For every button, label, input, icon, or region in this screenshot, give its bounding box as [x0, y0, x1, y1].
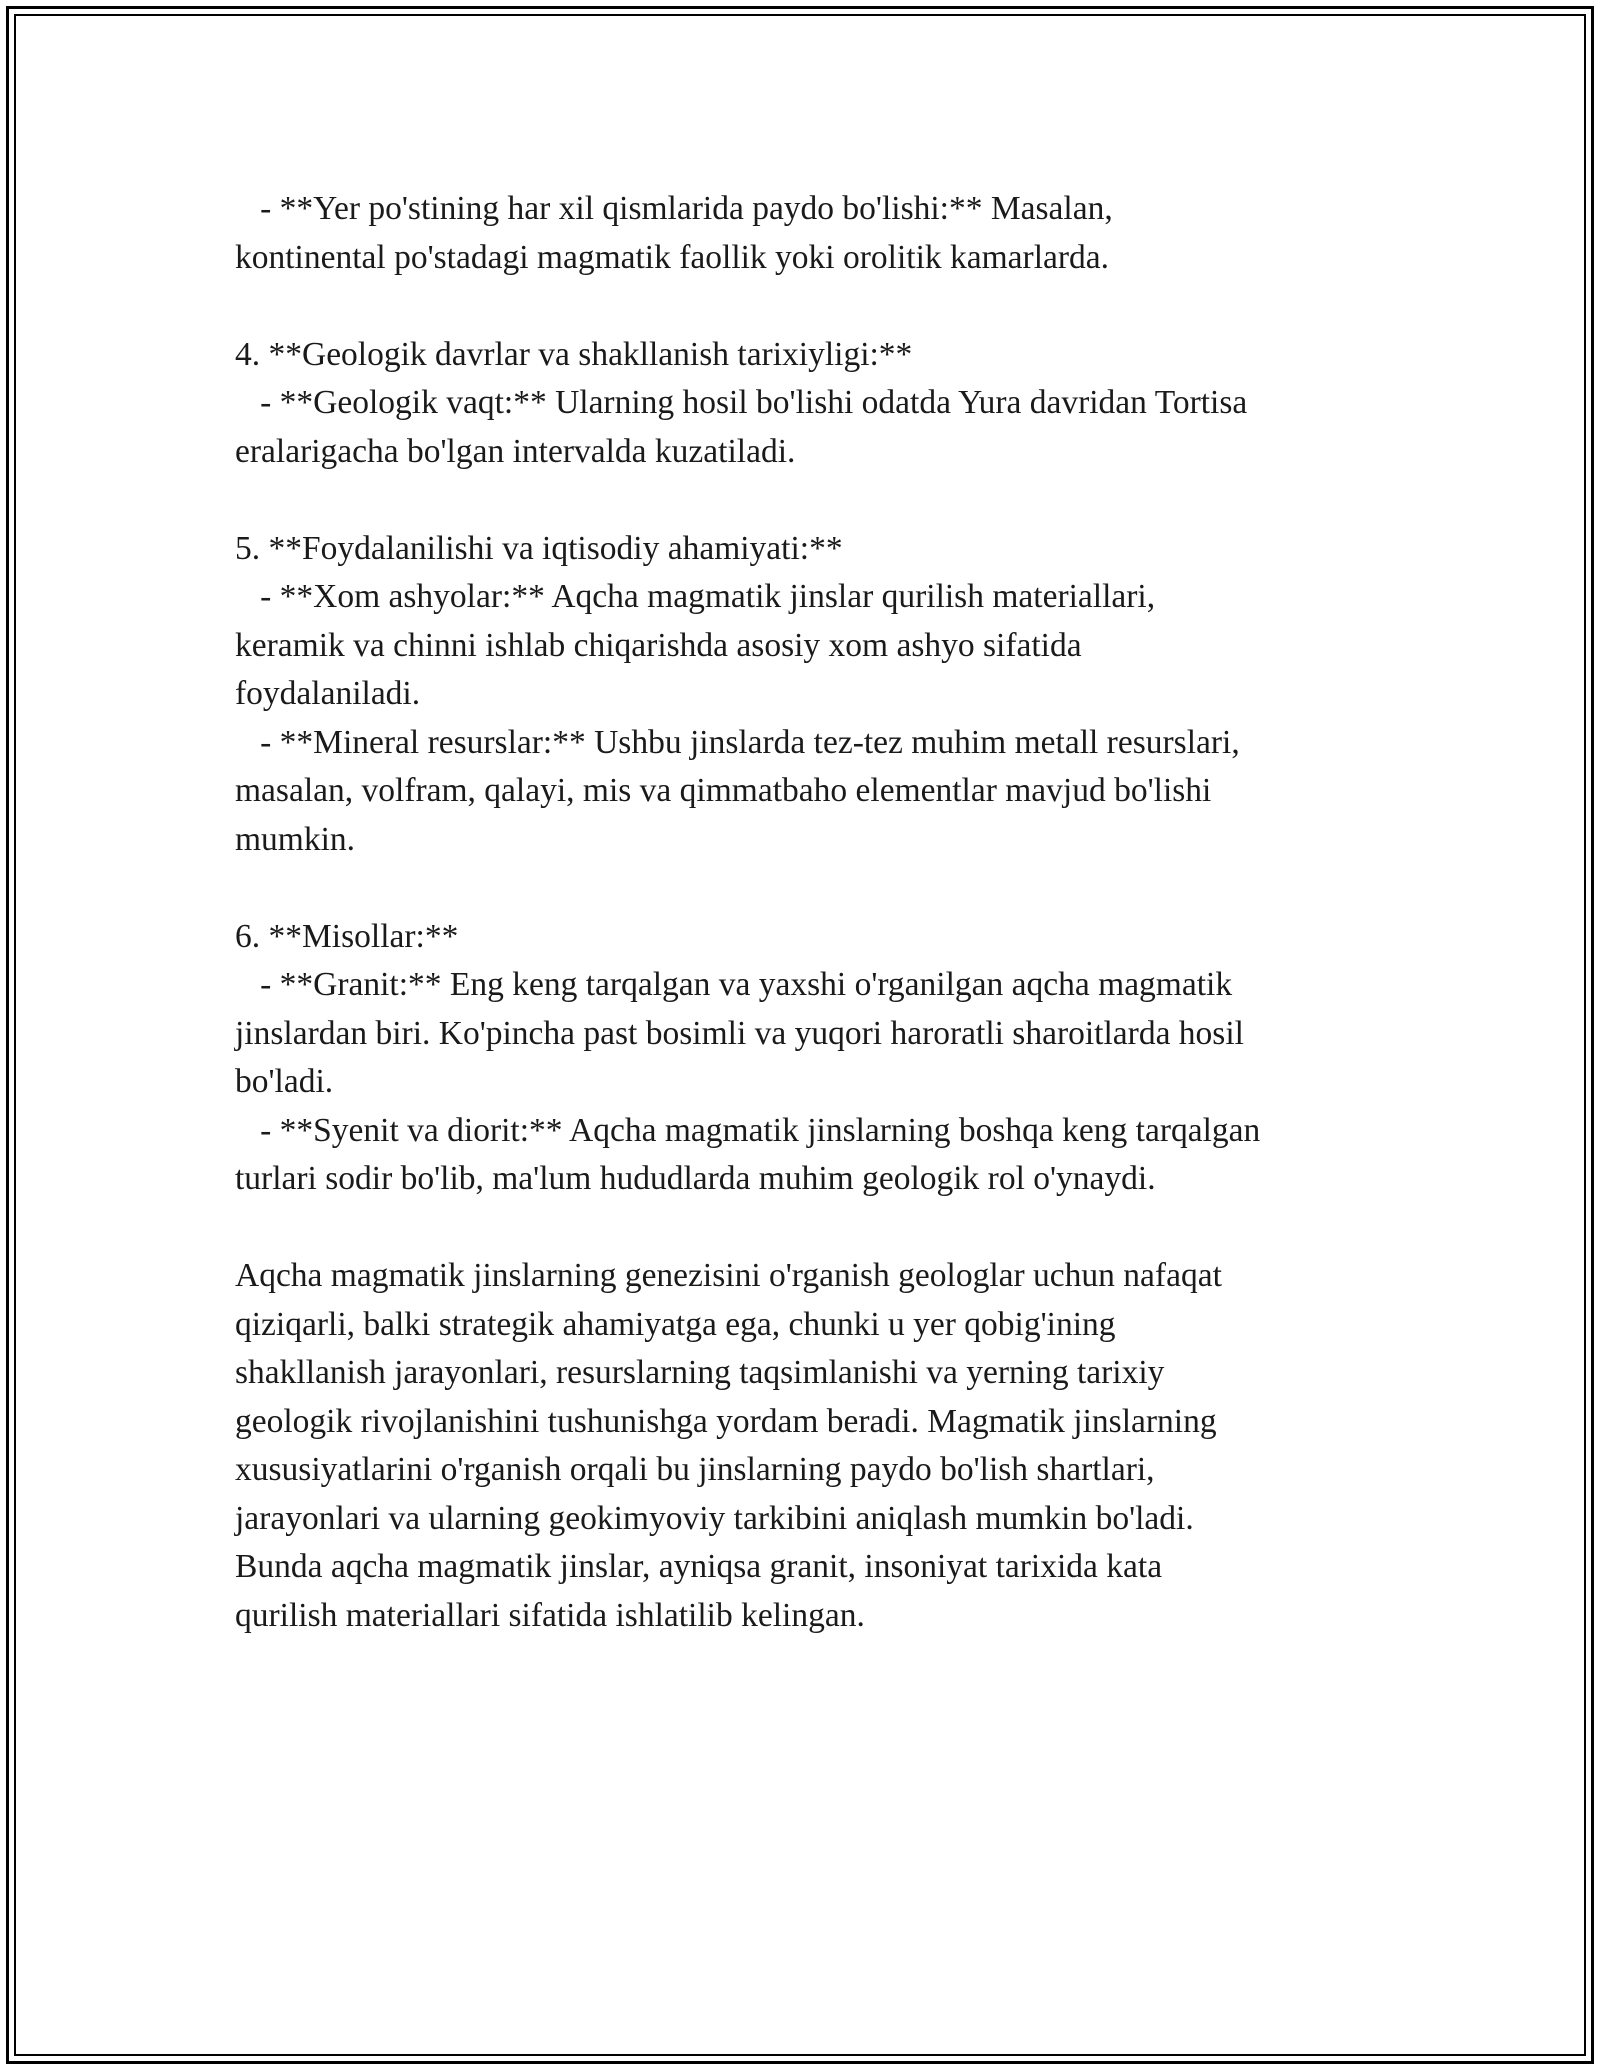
text-line: - **Mineral resurslar:** Ushbu jinslarda tez-tez muhim metall resurslari, [235, 723, 1240, 761]
text-line: jinslardan biri. Ko'pincha past bosimli va yuqori haroratli sharoitlarda hosil [235, 1014, 1244, 1052]
text-line: geologik rivojlanishini tushunishga yordam beradi. Magmatik jinslarning [235, 1402, 1217, 1440]
text-line: - **Xom ashyolar:** Aqcha magmatik jinslar qurilish materiallari, [235, 578, 1156, 615]
text-line: qiziqarli, balki strategik ahamiyatga ega, chunki u yer qobig'ining [235, 1305, 1116, 1343]
text-line: Aqcha magmatik jinslarning genezisini o'rganish geologlar uchun nafaqat [235, 1257, 1222, 1294]
text-line: mumkin. [235, 820, 356, 858]
text-line: - **Syenit va diorit:** Aqcha magmatik jinslarning boshqa keng tarqalgan [235, 1111, 1261, 1149]
text-line: shakllanish jarayonlari, resurslarning taqsimlanishi va yerning tarixiy [235, 1354, 1165, 1391]
text-line: 5. **Foydalanilishi va iqtisodiy ahamiyati:** [235, 529, 843, 567]
text-line: 4. **Geologik davrlar va shakllanish tarixiyligi:** [235, 335, 913, 373]
text-line: keramik va chinni ishlab chiqarishda asosiy xom ashyo sifatida [235, 626, 1082, 664]
blank-line [235, 1204, 1375, 1253]
text-line: kontinental po'stadagi magmatik faollik yoki orolitik kamarlarda. [235, 238, 1110, 276]
document-body [235, 185, 1375, 1640]
blank-line [235, 864, 1375, 913]
text-line: eralarigacha bo'lgan intervalda kuzatiladi. [235, 432, 796, 470]
text-line: bo'ladi. [235, 1063, 334, 1100]
text-line: 6. **Misollar:** [235, 917, 459, 955]
text-line: masalan, volfram, qalayi, mis va qimmatbaho elementlar mavjud bo'lishi [235, 772, 1212, 809]
text-line: jarayonlari va ularning geokimyoviy tarkibini aniqlash mumkin bo'ladi. [235, 1499, 1194, 1537]
blank-line [235, 476, 1375, 525]
blank-line [235, 282, 1375, 331]
text-line: foydalaniladi. [235, 675, 421, 712]
text-line: qurilish materiallari sifatida ishlatilib kelingan. [235, 1596, 865, 1634]
text-line: - **Granit:** Eng keng tarqalgan va yaxshi o'rganilgan aqcha magmatik [235, 966, 1233, 1003]
text-line: Bunda aqcha magmatik jinslar, ayniqsa granit, insoniyat tarixida kata [235, 1548, 1163, 1585]
text-line: - **Yer po'stining har xil qismlarida paydo bo'lishi:** Masalan, [235, 190, 1113, 227]
text-line: - **Geologik vaqt:** Ularning hosil bo'lishi odatda Yura davridan Tortisa [235, 384, 1248, 421]
text-line: xususiyatlarini o'rganish orqali bu jinslarning paydo bo'lish shartlari, [235, 1451, 1155, 1488]
text-line: turlari sodir bo'lib, ma'lum hududlarda muhim geologik rol o'ynaydi. [235, 1160, 1156, 1197]
